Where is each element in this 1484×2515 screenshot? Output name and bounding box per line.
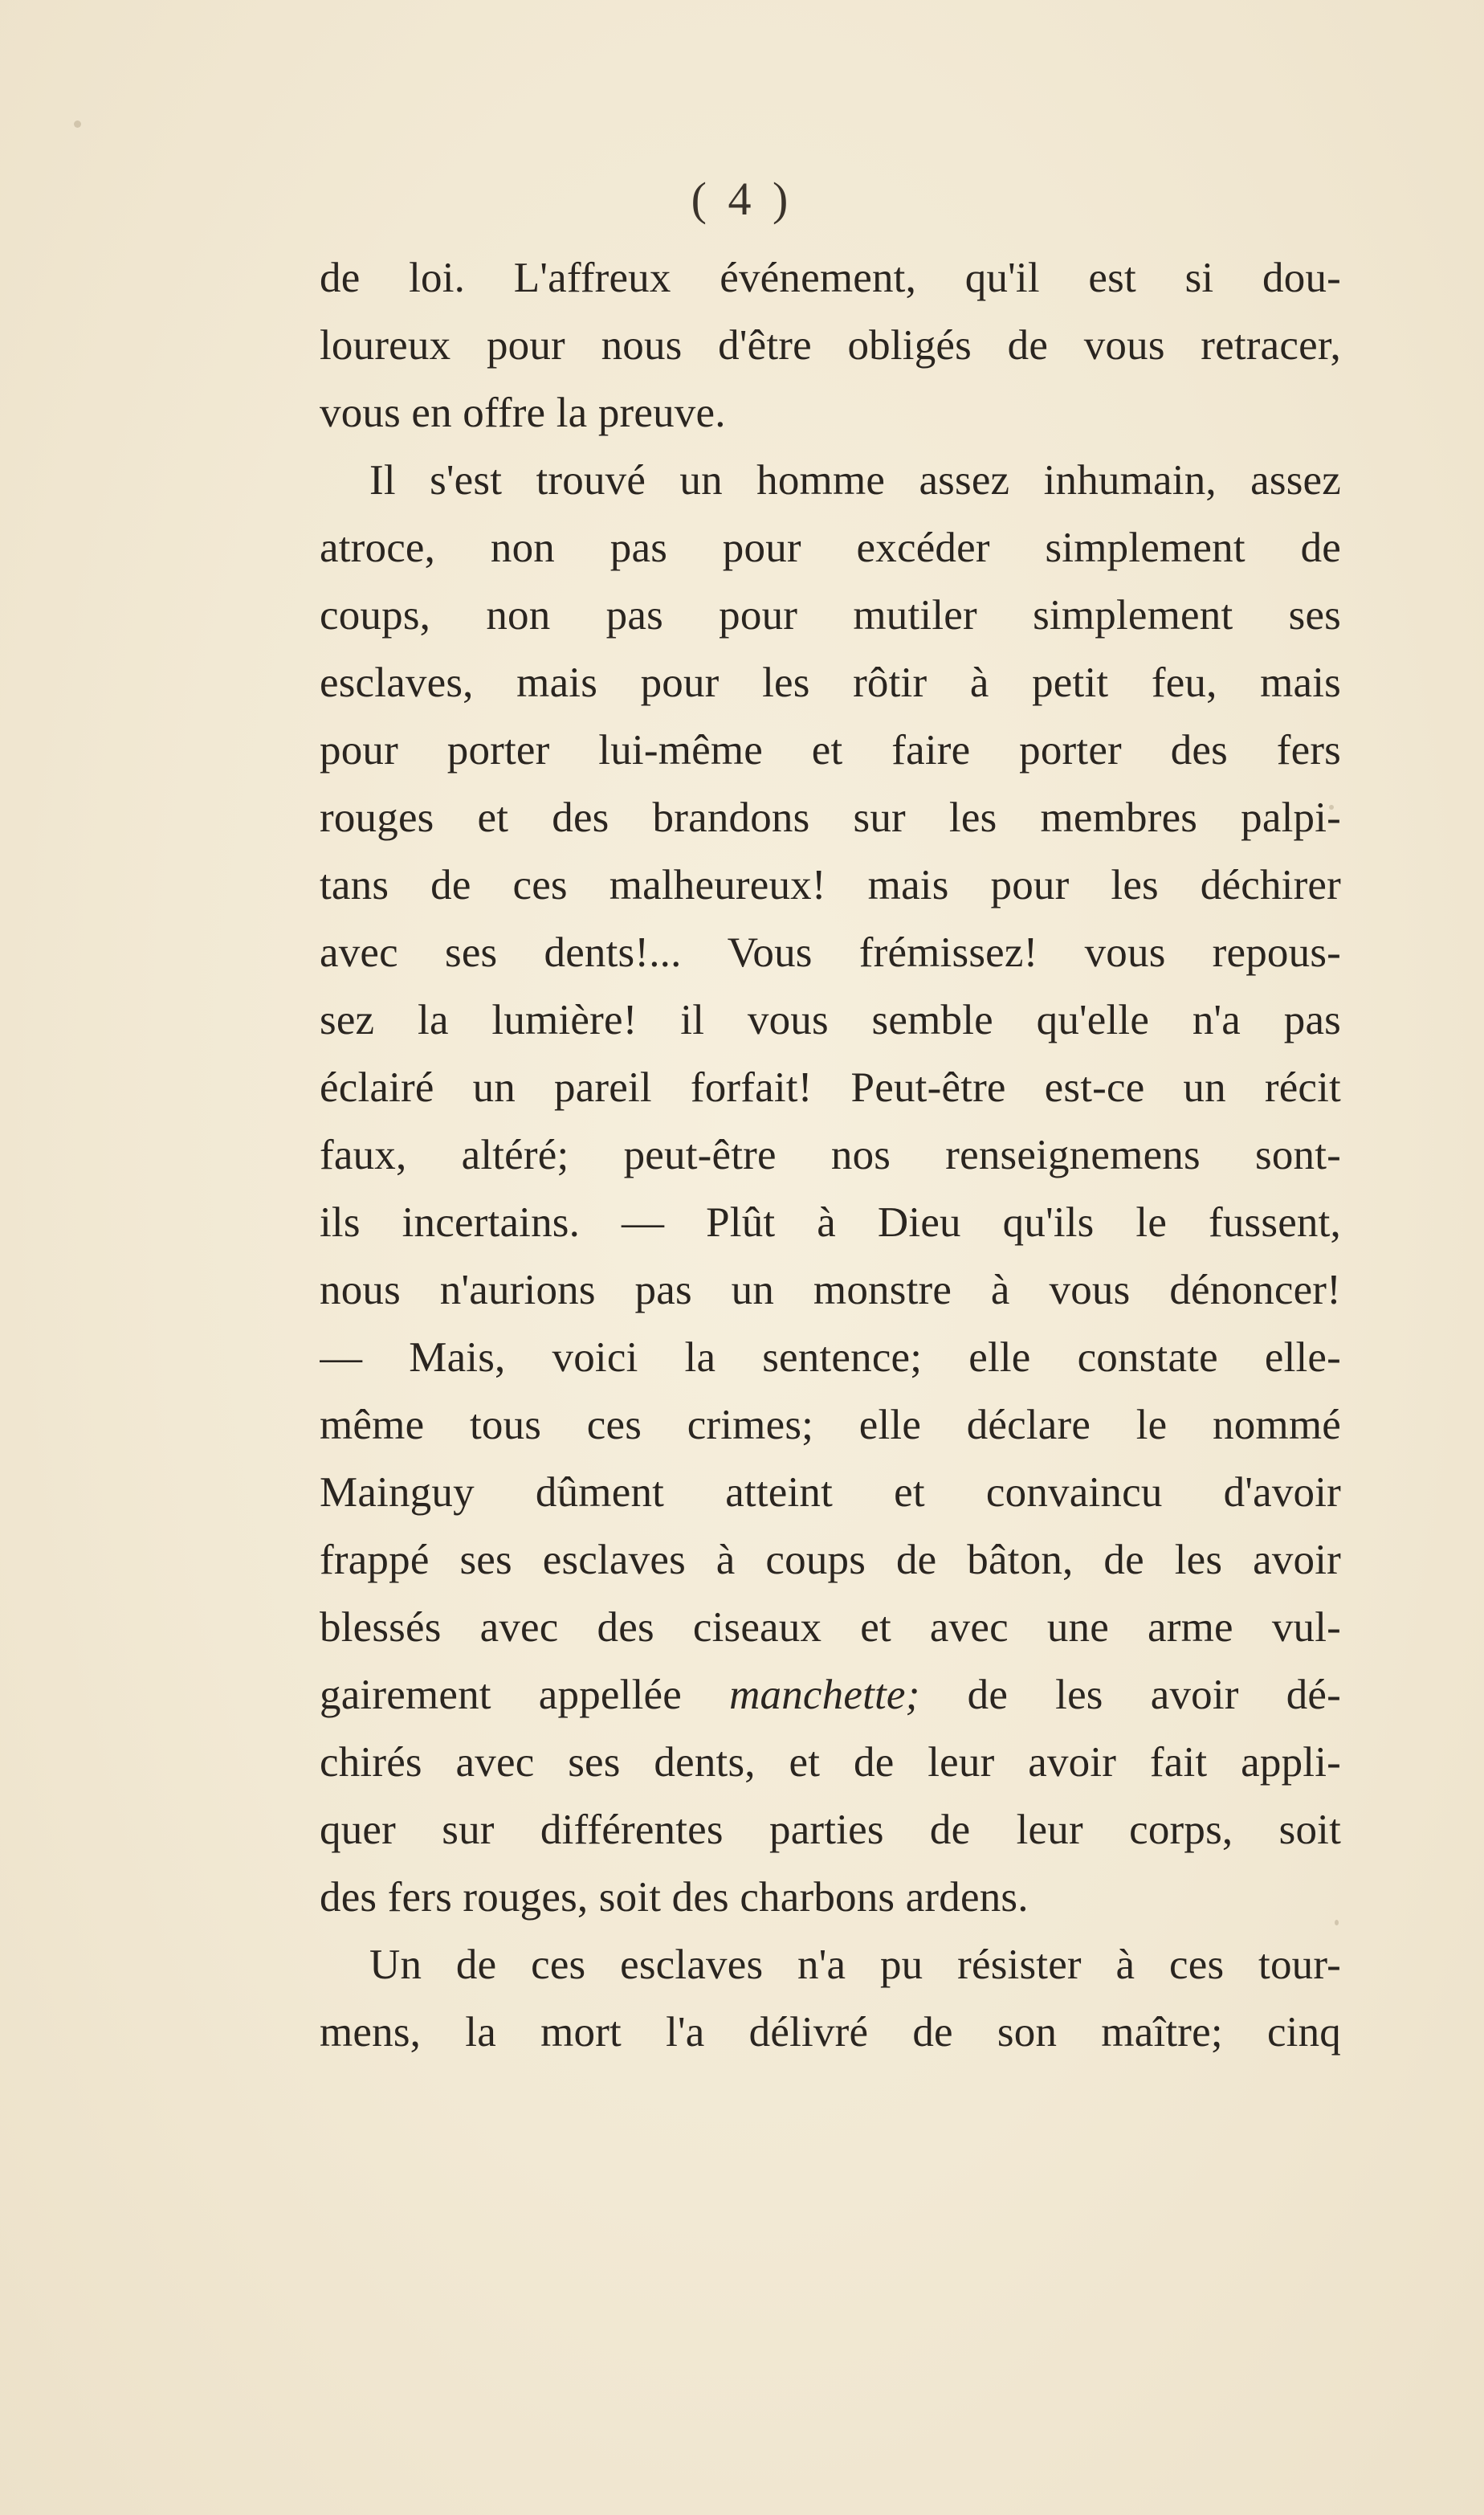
text-line: éclairé un pareil forfait! Peut-être est-ce un récit bbox=[320, 1064, 1341, 1111]
text-line: tans de ces malheureux! mais pour les déchirer bbox=[320, 862, 1341, 908]
text-line: Mainguy dûment atteint et convaincu d'avoir bbox=[320, 1469, 1341, 1516]
body-text bbox=[320, 244, 1341, 2066]
text-line: loureux pour nous d'être obligés de vous retracer, bbox=[320, 322, 1341, 369]
text-line: des fers rouges, soit des charbons ardens. bbox=[320, 1874, 1029, 1921]
text-line: coups, non pas pour mutiler simplement ses bbox=[320, 592, 1341, 639]
paragraph-start-line: Il s'est trouvé un homme assez inhumain, assez bbox=[369, 457, 1341, 504]
italic-term: manchette; bbox=[729, 1672, 920, 1718]
text-line: pour porter lui-même et faire porter des fers bbox=[320, 727, 1341, 774]
text-line: vous en offre la preuve. bbox=[320, 390, 726, 436]
text-line: esclaves, mais pour les rôtir à petit feu, mais bbox=[320, 659, 1341, 706]
text-line: nous n'aurions pas un monstre à vous dénoncer! bbox=[320, 1267, 1341, 1313]
text-segment: gairement appellée bbox=[320, 1672, 682, 1718]
text-line: blessés avec des ciseaux et avec une arme vul- bbox=[320, 1604, 1341, 1651]
text-line: ils incertains. — Plût à Dieu qu'ils le fussent, bbox=[320, 1199, 1341, 1246]
text-line: même tous ces crimes; elle déclare le nommé bbox=[320, 1402, 1341, 1448]
text-line: mens, la mort l'a délivré de son maître; cinq bbox=[320, 2009, 1341, 2056]
text-line: quer sur différentes parties de leur corps, soit bbox=[320, 1807, 1341, 1853]
paper-speck bbox=[74, 120, 81, 128]
paragraph-start-line: Un de ces esclaves n'a pu résister à ces tour- bbox=[369, 1941, 1341, 1988]
text-line: — Mais, voici la sentence; elle constate elle- bbox=[320, 1334, 1341, 1381]
text-line: sez la lumière! il vous semble qu'elle n'a pas bbox=[320, 997, 1341, 1043]
text-line: faux, altéré; peut-être nos renseignemens sont- bbox=[320, 1132, 1341, 1178]
text-line: rouges et des brandons sur les membres palpi- bbox=[320, 794, 1341, 841]
text-line: avec ses dents!... Vous frémissez! vous repous- bbox=[320, 929, 1341, 976]
text-line-with-italic bbox=[320, 1661, 1341, 1729]
text-line: de loi. L'affreux événement, qu'il est si dou- bbox=[320, 255, 1341, 301]
page-number: ( 4 ) bbox=[691, 173, 793, 225]
text-line: atroce, non pas pour excéder simplement de bbox=[320, 525, 1341, 571]
text-line: frappé ses esclaves à coups de bâton, de les avoir bbox=[320, 1537, 1341, 1583]
text-segment: de les avoir dé- bbox=[967, 1672, 1341, 1718]
text-line: chirés avec ses dents, et de leur avoir fait appli- bbox=[320, 1739, 1341, 1786]
